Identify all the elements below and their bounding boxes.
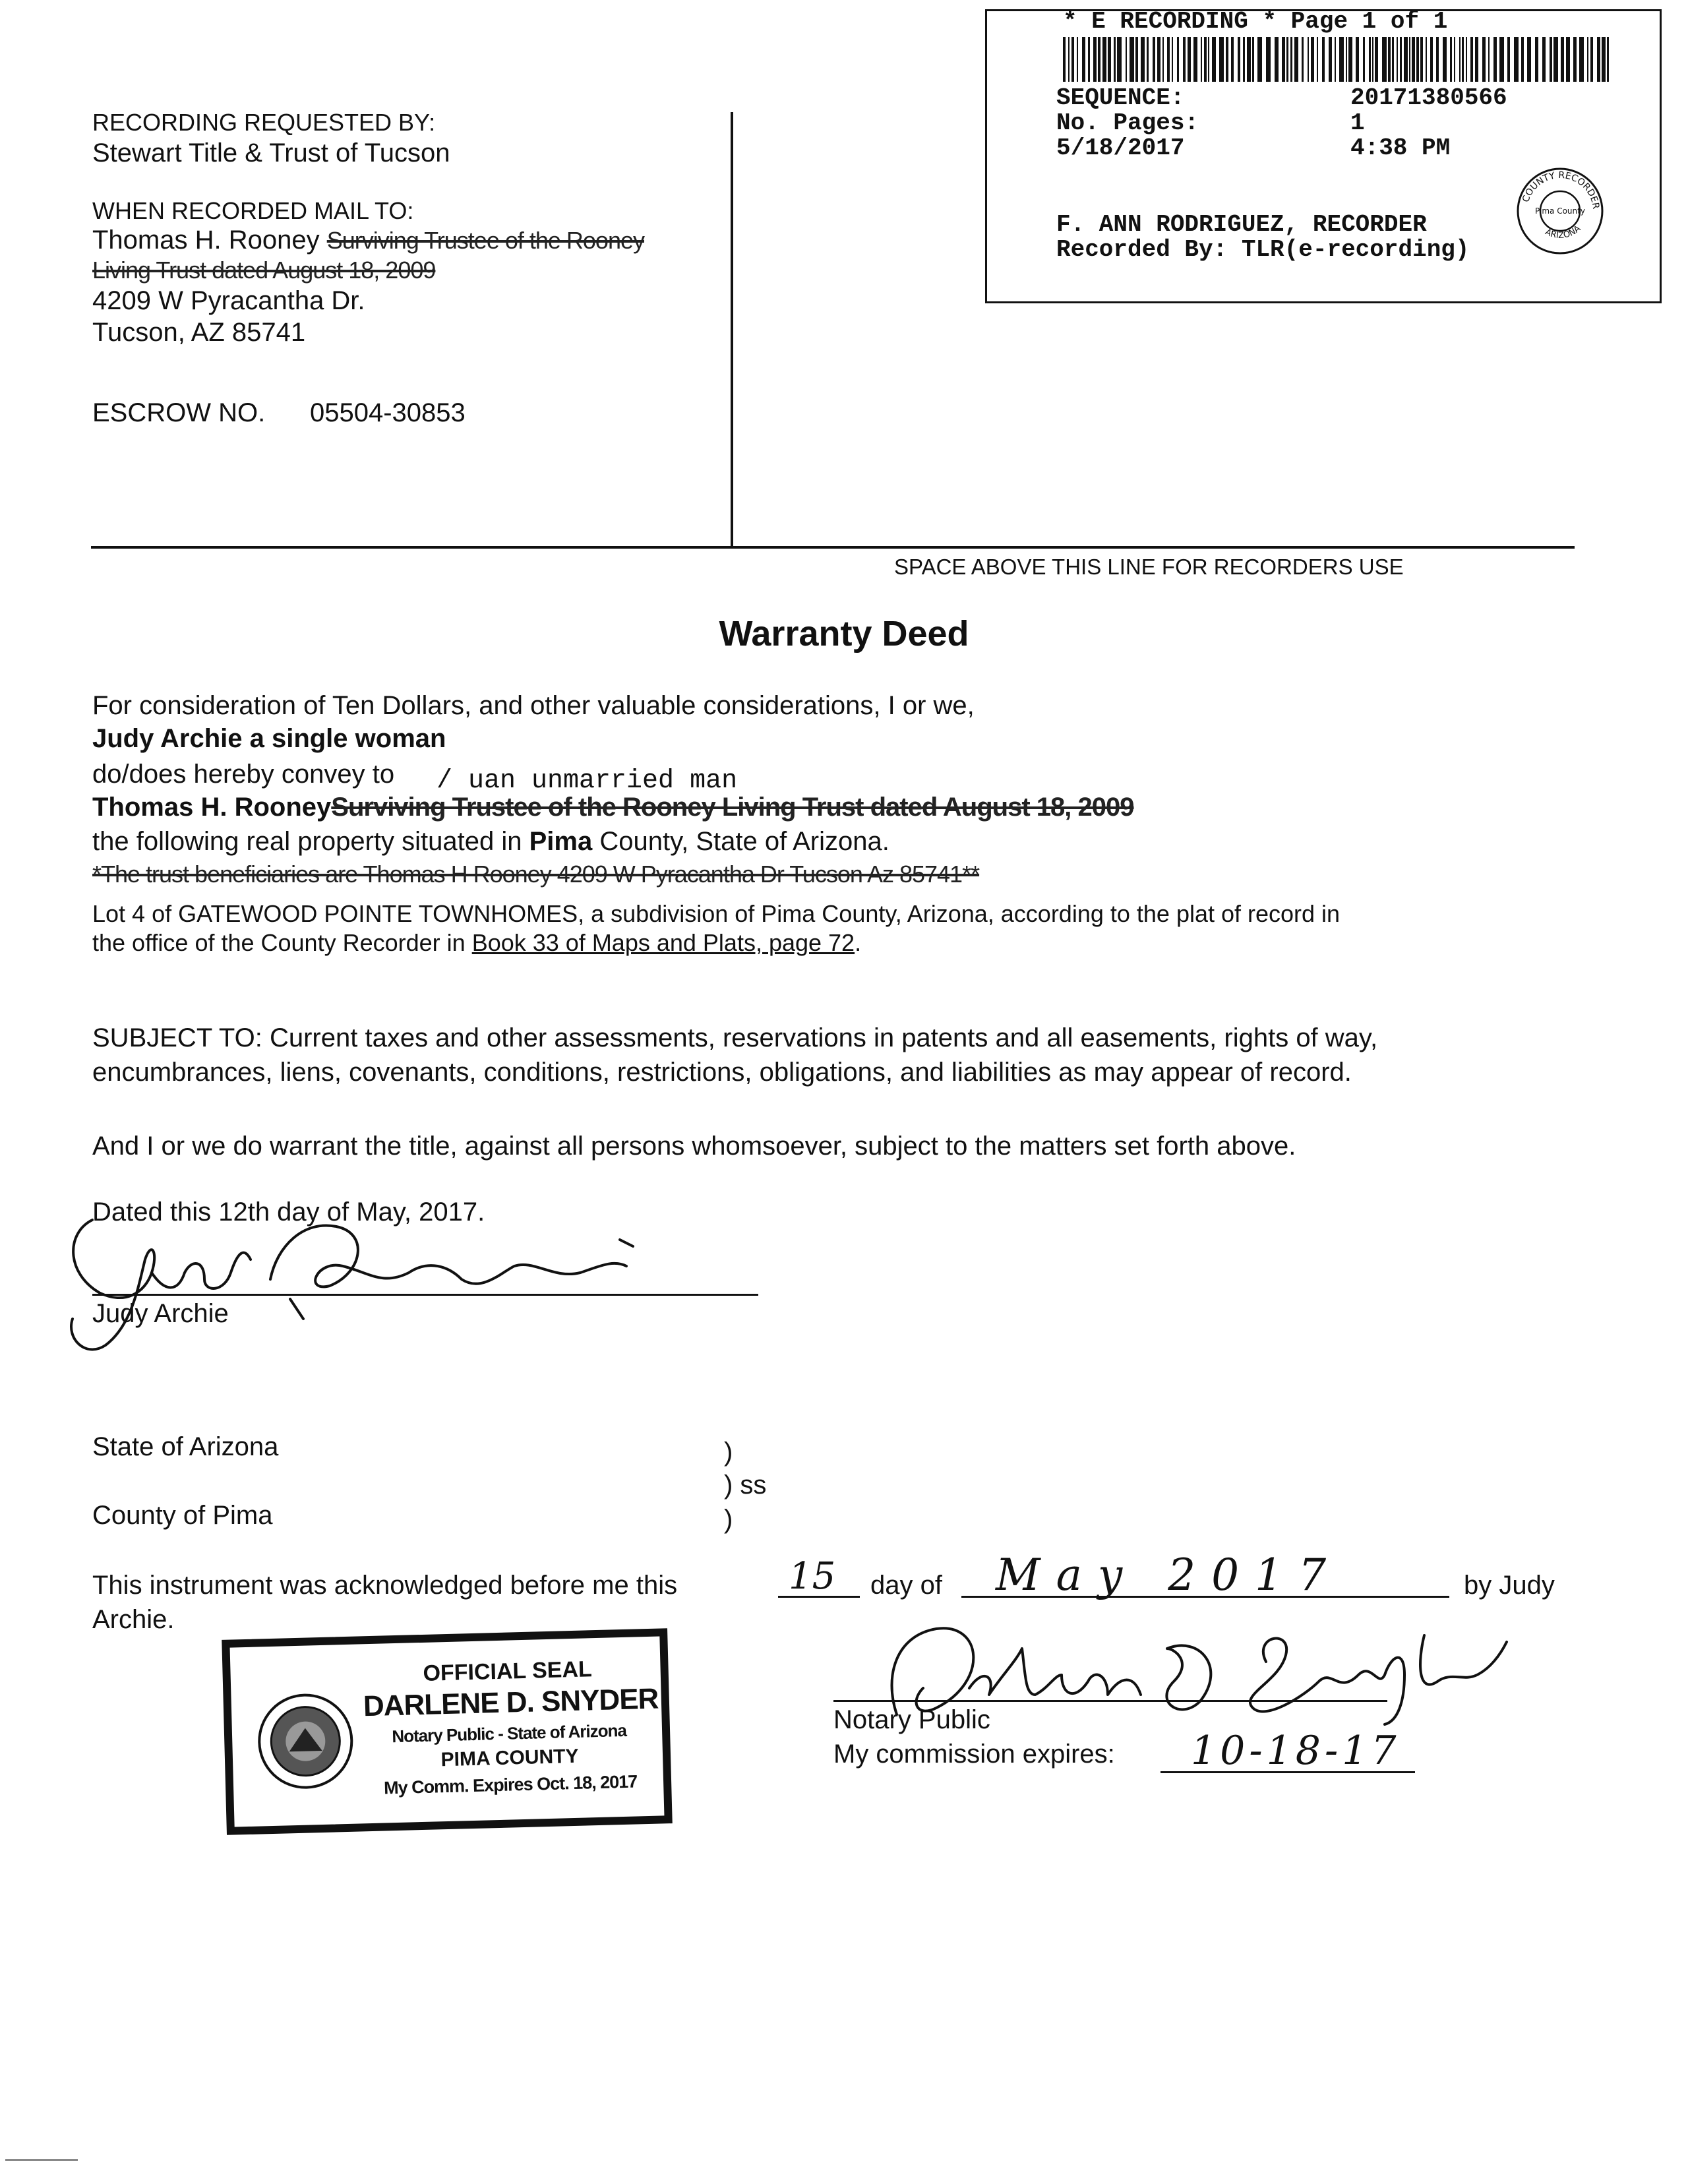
legal-line2-prefix: the office of the County Recorder in [92, 929, 466, 956]
mail-to-crossed-line2: Living Trust dated August 18, 2009 [92, 257, 436, 284]
commission-date-handwritten: 10-18-17 [1191, 1728, 1401, 1774]
grantee-line [92, 791, 1134, 823]
barcode-bar [1212, 37, 1216, 82]
barcode-bar [1382, 37, 1387, 82]
barcode-bar [1219, 37, 1224, 82]
seal-line-name: DARLENE D. SNYDER [363, 1682, 659, 1723]
grantor-name: Judy Archie a single woman [92, 724, 446, 753]
barcode-bar [1466, 37, 1467, 82]
barcode-bar [1450, 37, 1452, 82]
barcode-bar [1063, 37, 1066, 82]
pages-label: No. Pages: [1056, 109, 1199, 136]
barcode-bar [1488, 37, 1490, 82]
barcode-bar [1348, 37, 1352, 82]
seal-line-expires: My Comm. Expires Oct. 18, 2017 [383, 1771, 638, 1798]
mail-to-address2: Tucson, AZ 85741 [92, 318, 306, 347]
barcode-bar [1607, 37, 1609, 82]
barcode-bar [1201, 37, 1202, 82]
grantor-signature-name: Judy Archie [92, 1299, 229, 1328]
arizona-state-seal-icon [255, 1691, 356, 1792]
barcode-bar [1335, 37, 1336, 82]
barcode-bar [1077, 37, 1078, 82]
barcode-bar [1162, 37, 1164, 82]
barcode-bar [1135, 37, 1138, 82]
barcode-bar [1188, 37, 1191, 82]
legal-description-line1: Lot 4 of GATEWOOD POINTE TOWNHOMES, a subdivision of Pima County, Arizona, according to the plat of record in [92, 900, 1341, 927]
barcode-bar [1082, 37, 1085, 82]
pima-county-seal-icon [1514, 165, 1606, 257]
seal-line-county: PIMA COUNTY [440, 1745, 579, 1771]
barcode-bar [1470, 37, 1473, 82]
convey-text: do/does hereby convey to [92, 760, 395, 789]
barcode-bar [1243, 37, 1245, 82]
barcode-bar [1231, 37, 1234, 82]
barcode-bar [1346, 37, 1347, 82]
footer-scan-mark [5, 2159, 78, 2161]
barcode-bar [1482, 37, 1486, 82]
barcode-bar [1412, 37, 1415, 82]
requested-by-label: RECORDING REQUESTED BY: [92, 109, 436, 136]
acknowledgment-middle: day of [870, 1571, 942, 1600]
barcode-bar [1290, 37, 1292, 82]
recorder-name: F. ANN RODRIGUEZ, RECORDER [1056, 211, 1427, 238]
barcode-bar [1436, 37, 1439, 82]
barcode-bar [1514, 37, 1519, 82]
venue-paren-bottom: ) [724, 1505, 733, 1534]
barcode-bar [1177, 37, 1179, 82]
barcode-bar [1317, 37, 1318, 82]
barcode-bar [1521, 37, 1524, 82]
barcode-bar [1117, 37, 1122, 82]
barcode-bar [1579, 37, 1584, 82]
barcode-bar [1071, 37, 1074, 82]
barcode-bar [1157, 37, 1160, 82]
acknowledgment-prefix: This instrument was acknowledged before me this [92, 1571, 678, 1600]
mail-to-grantee: Thomas H. Rooney [92, 226, 320, 255]
seal-line-official: OFFICIAL SEAL [423, 1656, 593, 1686]
barcode-bar [1108, 37, 1111, 82]
barcode-bar [1462, 37, 1464, 82]
plat-reference: Book 33 of Maps and Plats, page 72 [471, 929, 855, 956]
seal-text-center: Pima County [1535, 206, 1585, 216]
sequence-label: SEQUENCE: [1056, 84, 1185, 111]
notary-public-label: Notary Public [833, 1705, 990, 1734]
property-situated-line [92, 826, 889, 857]
barcode-bar [1400, 37, 1402, 82]
barcode-bar [1294, 37, 1298, 82]
barcode-bar [1167, 37, 1170, 82]
barcode-bar [1553, 37, 1558, 82]
ack-day-handwritten: 15 [789, 1555, 836, 1598]
sequence-value: 20171380566 [1350, 84, 1507, 111]
pages-value: 1 [1350, 109, 1365, 136]
acknowledgment-suffix: by Judy [1464, 1571, 1555, 1600]
barcode-bar [1339, 37, 1344, 82]
barcode-bar [1566, 37, 1570, 82]
barcode-bar [1426, 37, 1427, 82]
mail-to-address1: 4209 W Pyracantha Dr. [92, 286, 365, 315]
barcode-bar [1068, 37, 1070, 82]
barcode-bar [1375, 37, 1378, 82]
notary-state: State of Arizona [92, 1432, 279, 1461]
barcode-bar [1430, 37, 1433, 82]
barcode-bar [1193, 37, 1197, 82]
barcode-bar [1302, 37, 1304, 82]
escrow-number: 05504-30853 [310, 398, 466, 427]
grantee-crossed: Surviving Trustee of the Rooney Living Trust dated August 18, 2009 [331, 793, 1134, 822]
barcode-bar [1141, 37, 1145, 82]
barcode-bar [1126, 37, 1127, 82]
grantor-signature [53, 1194, 659, 1391]
barcode-bar [1573, 37, 1577, 82]
barcode-bar [1356, 37, 1359, 82]
barcode-bar [1587, 37, 1588, 82]
recorders-use-line [91, 546, 1575, 549]
barcode-bar [1238, 37, 1240, 82]
warrant-text: And I or we do warrant the title, against all persons whomsoever, subject to the matters set forth above. [92, 1132, 1296, 1161]
legal-description-line2 [92, 928, 861, 957]
barcode-bar [1252, 37, 1254, 82]
barcode-bar [1247, 37, 1251, 82]
dated-text: Dated this 12th day of May, 2017. [92, 1198, 485, 1227]
barcode-bar [1114, 37, 1116, 82]
barcode-bar [1286, 37, 1288, 82]
barcode-bar [1093, 37, 1097, 82]
barcode [1063, 37, 1610, 82]
barcode-bar [1409, 37, 1410, 82]
barcode-bar [1454, 37, 1455, 82]
barcode-bar [1535, 37, 1538, 82]
barcode-bar [1322, 37, 1325, 82]
barcode-bar [1420, 37, 1423, 82]
barcode-bar [1130, 37, 1134, 82]
mail-to-label: WHEN RECORDED MAIL TO: [92, 197, 414, 224]
commission-expires-label: My commission expires: [833, 1740, 1115, 1769]
barcode-bar [1527, 37, 1531, 82]
barcode-bar [1363, 37, 1365, 82]
grantee-name: Thomas H. Rooney [92, 793, 332, 822]
barcode-bar [1308, 37, 1309, 82]
barcode-bar [1602, 37, 1606, 82]
crossed-beneficiary-line: *The trust beneficiaries are Thomas H Rooney 4209 W Pyracantha Dr Tucson Az 85741** [92, 861, 980, 888]
legal-line2-suffix: . [855, 929, 862, 956]
property-suffix: County, State of Arizona. [599, 827, 889, 856]
seal-text-top: COUNTY RECORDER [1521, 169, 1602, 210]
barcode-bar [1507, 37, 1510, 82]
barcode-bar [1208, 37, 1209, 82]
acknowledgment-line2: Archie. [92, 1605, 175, 1634]
barcode-bar [1597, 37, 1600, 82]
recorders-use-label: SPACE ABOVE THIS LINE FOR RECORDERS USE [894, 555, 1404, 579]
recorded-by: Recorded By: TLR(e-recording) [1056, 236, 1470, 263]
barcode-bar [1098, 37, 1100, 82]
consideration-text: For consideration of Ten Dollars, and other valuable considerations, I or we, [92, 691, 975, 720]
venue-ss: ) ss [724, 1471, 767, 1500]
barcode-bar [1226, 37, 1228, 82]
barcode-bar [1397, 37, 1398, 82]
seal-text-bottom: ARIZONA [1543, 224, 1583, 241]
barcode-bar [1275, 37, 1279, 82]
barcode-bar [1404, 37, 1408, 82]
barcode-bar [1369, 37, 1371, 82]
barcode-bar [1147, 37, 1149, 82]
barcode-bar [1550, 37, 1552, 82]
barcode-bar [1416, 37, 1419, 82]
seal-line-notary-state: Notary Public - State of Arizona [391, 1720, 627, 1747]
mail-to-name [92, 224, 644, 257]
barcode-bar [1102, 37, 1106, 82]
venue-paren-top: ) [724, 1438, 733, 1467]
record-time: 4:38 PM [1350, 135, 1451, 162]
record-date: 5/18/2017 [1056, 135, 1185, 162]
escrow-label: ESCROW NO. [92, 398, 266, 427]
barcode-bar [1257, 37, 1262, 82]
barcode-bar [1266, 37, 1271, 82]
barcode-bar [1493, 37, 1497, 82]
barcode-bar [1204, 37, 1207, 82]
notary-county: County of Pima [92, 1501, 273, 1530]
subject-to-line2: encumbrances, liens, covenants, conditions, restrictions, obligations, and liabilities as may appear of record. [92, 1058, 1352, 1087]
barcode-bar [1311, 37, 1314, 82]
barcode-bar [1282, 37, 1285, 82]
barcode-bar [1388, 37, 1391, 82]
document-title: Warranty Deed [719, 614, 969, 653]
property-county: Pima [529, 827, 593, 856]
barcode-bar [1561, 37, 1564, 82]
subject-to-line1: SUBJECT TO: Current taxes and other assessments, reservations in patents and all easements, rights of way, [92, 1023, 1378, 1052]
ack-month-year-handwritten: May 2017 [996, 1550, 1342, 1600]
barcode-bar [1475, 37, 1478, 82]
requested-by-name: Stewart Title & Trust of Tucson [92, 138, 450, 167]
notary-official-seal [224, 1634, 670, 1829]
barcode-bar [1153, 37, 1155, 82]
barcode-bar [1392, 37, 1394, 82]
barcode-bar [1329, 37, 1332, 82]
barcode-bar [1372, 37, 1373, 82]
barcode-bar [1443, 37, 1447, 82]
mail-to-crossed-line1: Surviving Trustee of the Rooney [326, 227, 644, 254]
barcode-bar [1183, 37, 1186, 82]
e-recording-header: * E RECORDING * Page 1 of 1 [1063, 8, 1448, 35]
header-divider-vertical [731, 112, 733, 547]
barcode-bar [1459, 37, 1461, 82]
grantor-signature-line [92, 1294, 758, 1296]
barcode-bar [1542, 37, 1546, 82]
barcode-bar [1499, 37, 1504, 82]
barcode-bar [1088, 37, 1090, 82]
barcode-bar [1590, 37, 1593, 82]
property-prefix: the following real property situated in [92, 827, 522, 856]
typed-insert: / uan unmarried man [437, 766, 738, 796]
barcode-bar [1172, 37, 1173, 82]
notary-signature-line [833, 1700, 1387, 1702]
